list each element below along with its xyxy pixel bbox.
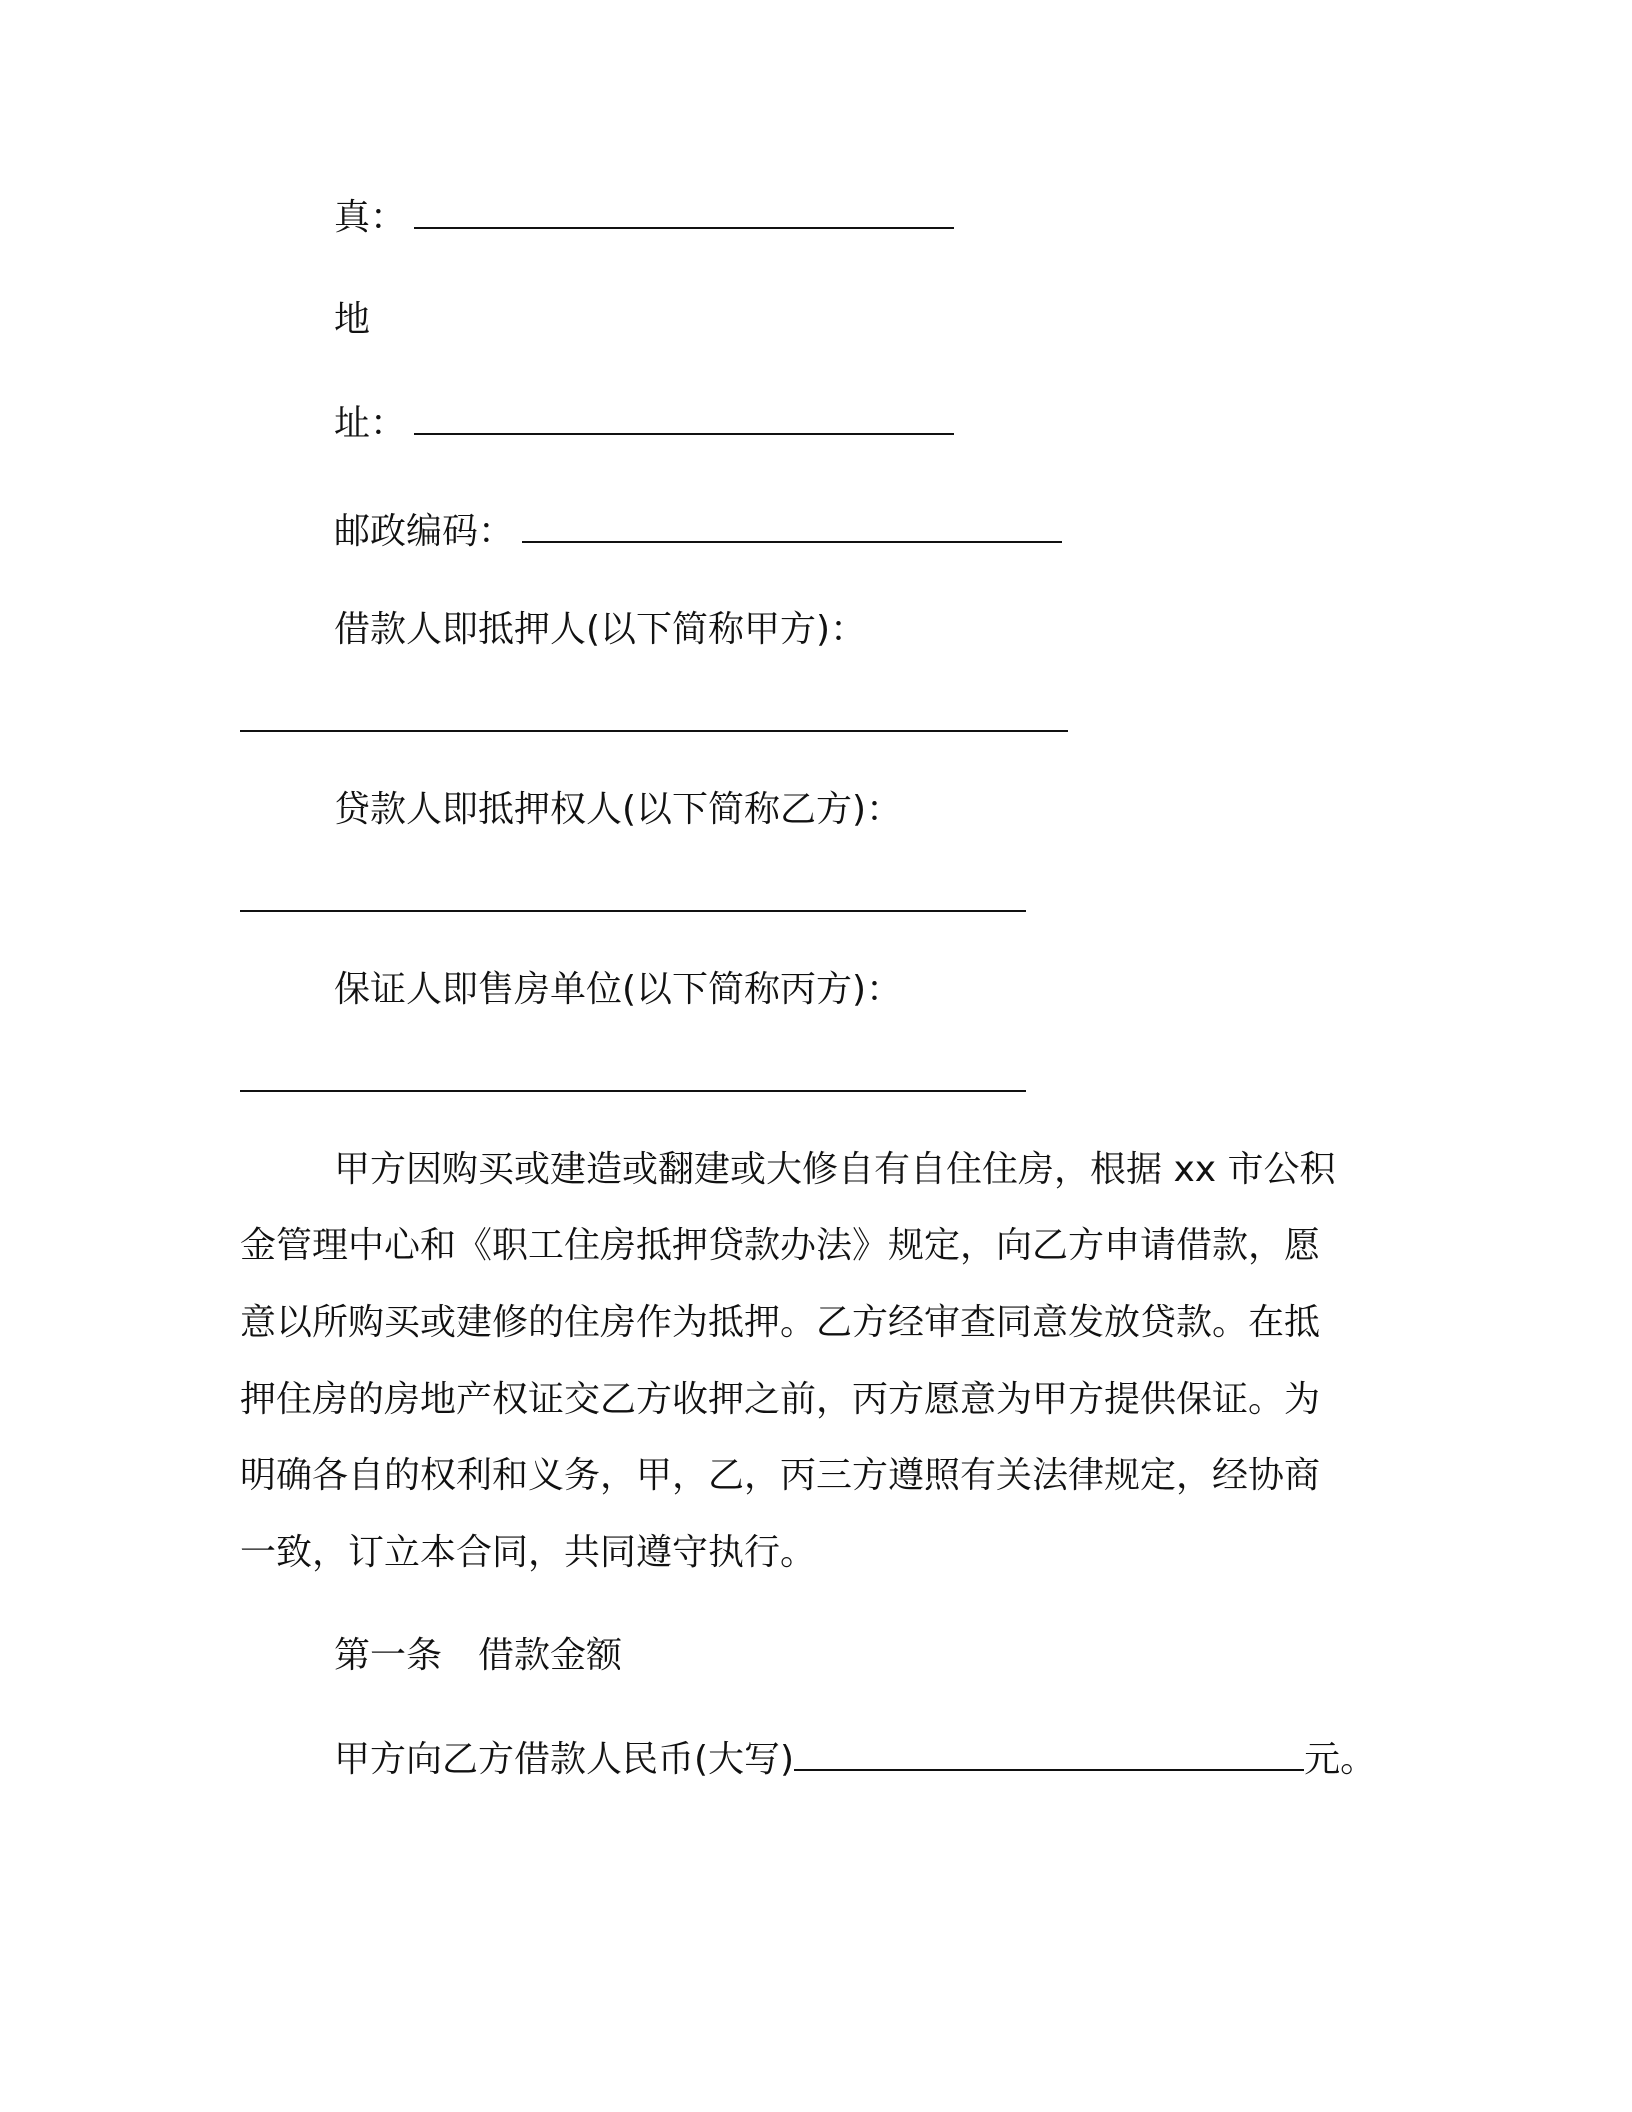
amount-suffix: 元。 bbox=[1304, 1739, 1377, 1780]
preamble-line: 金管理中心和《职工住房抵押贷款办法》规定，向乙方申请借款，愿 bbox=[240, 1225, 1321, 1266]
preamble-line: 明确各自的权利和义务，甲，乙，丙三方遵照有关法律规定，经协商 bbox=[240, 1455, 1321, 1496]
guarantor-blank[interactable] bbox=[240, 1090, 1026, 1092]
preamble-line: 甲方因购买或建造或翻建或大修自有自住住房，根据 xx 市公积 bbox=[334, 1149, 1336, 1190]
borrower-blank[interactable] bbox=[240, 730, 1068, 732]
article1-heading: 第一条 借款金额 bbox=[334, 1635, 623, 1676]
lender-label: 贷款人即抵押权人(以下简称乙方)： bbox=[334, 789, 903, 830]
lender-blank[interactable] bbox=[240, 910, 1026, 912]
fax-blank[interactable] bbox=[414, 197, 954, 229]
postcode-blank[interactable] bbox=[522, 511, 1062, 543]
address-label: 址： bbox=[334, 403, 407, 444]
preamble-line: 一致，订立本合同，共同遵守执行。 bbox=[240, 1532, 817, 1573]
preamble-line: 意以所购买或建修的住房作为抵押。乙方经审查同意发放贷款。在抵 bbox=[240, 1302, 1321, 1343]
article1-amount-line bbox=[334, 1736, 1376, 1784]
address-label-top: 地 bbox=[334, 299, 371, 340]
guarantor-label: 保证人即售房单位(以下简称丙方)： bbox=[334, 969, 903, 1010]
postcode-label: 邮政编码： bbox=[334, 511, 515, 552]
postcode-field bbox=[334, 508, 1062, 556]
fax-label: 真： bbox=[334, 197, 407, 238]
address-blank[interactable] bbox=[414, 403, 954, 435]
borrower-label: 借款人即抵押人(以下简称甲方)： bbox=[334, 609, 867, 650]
address-field bbox=[334, 400, 954, 448]
fax-field bbox=[334, 194, 954, 242]
amount-blank[interactable] bbox=[794, 1739, 1304, 1771]
preamble-line: 押住房的房地产权证交乙方收押之前，丙方愿意为甲方提供保证。为 bbox=[240, 1379, 1321, 1420]
amount-prefix: 甲方向乙方借款人民币(大写) bbox=[334, 1739, 795, 1780]
